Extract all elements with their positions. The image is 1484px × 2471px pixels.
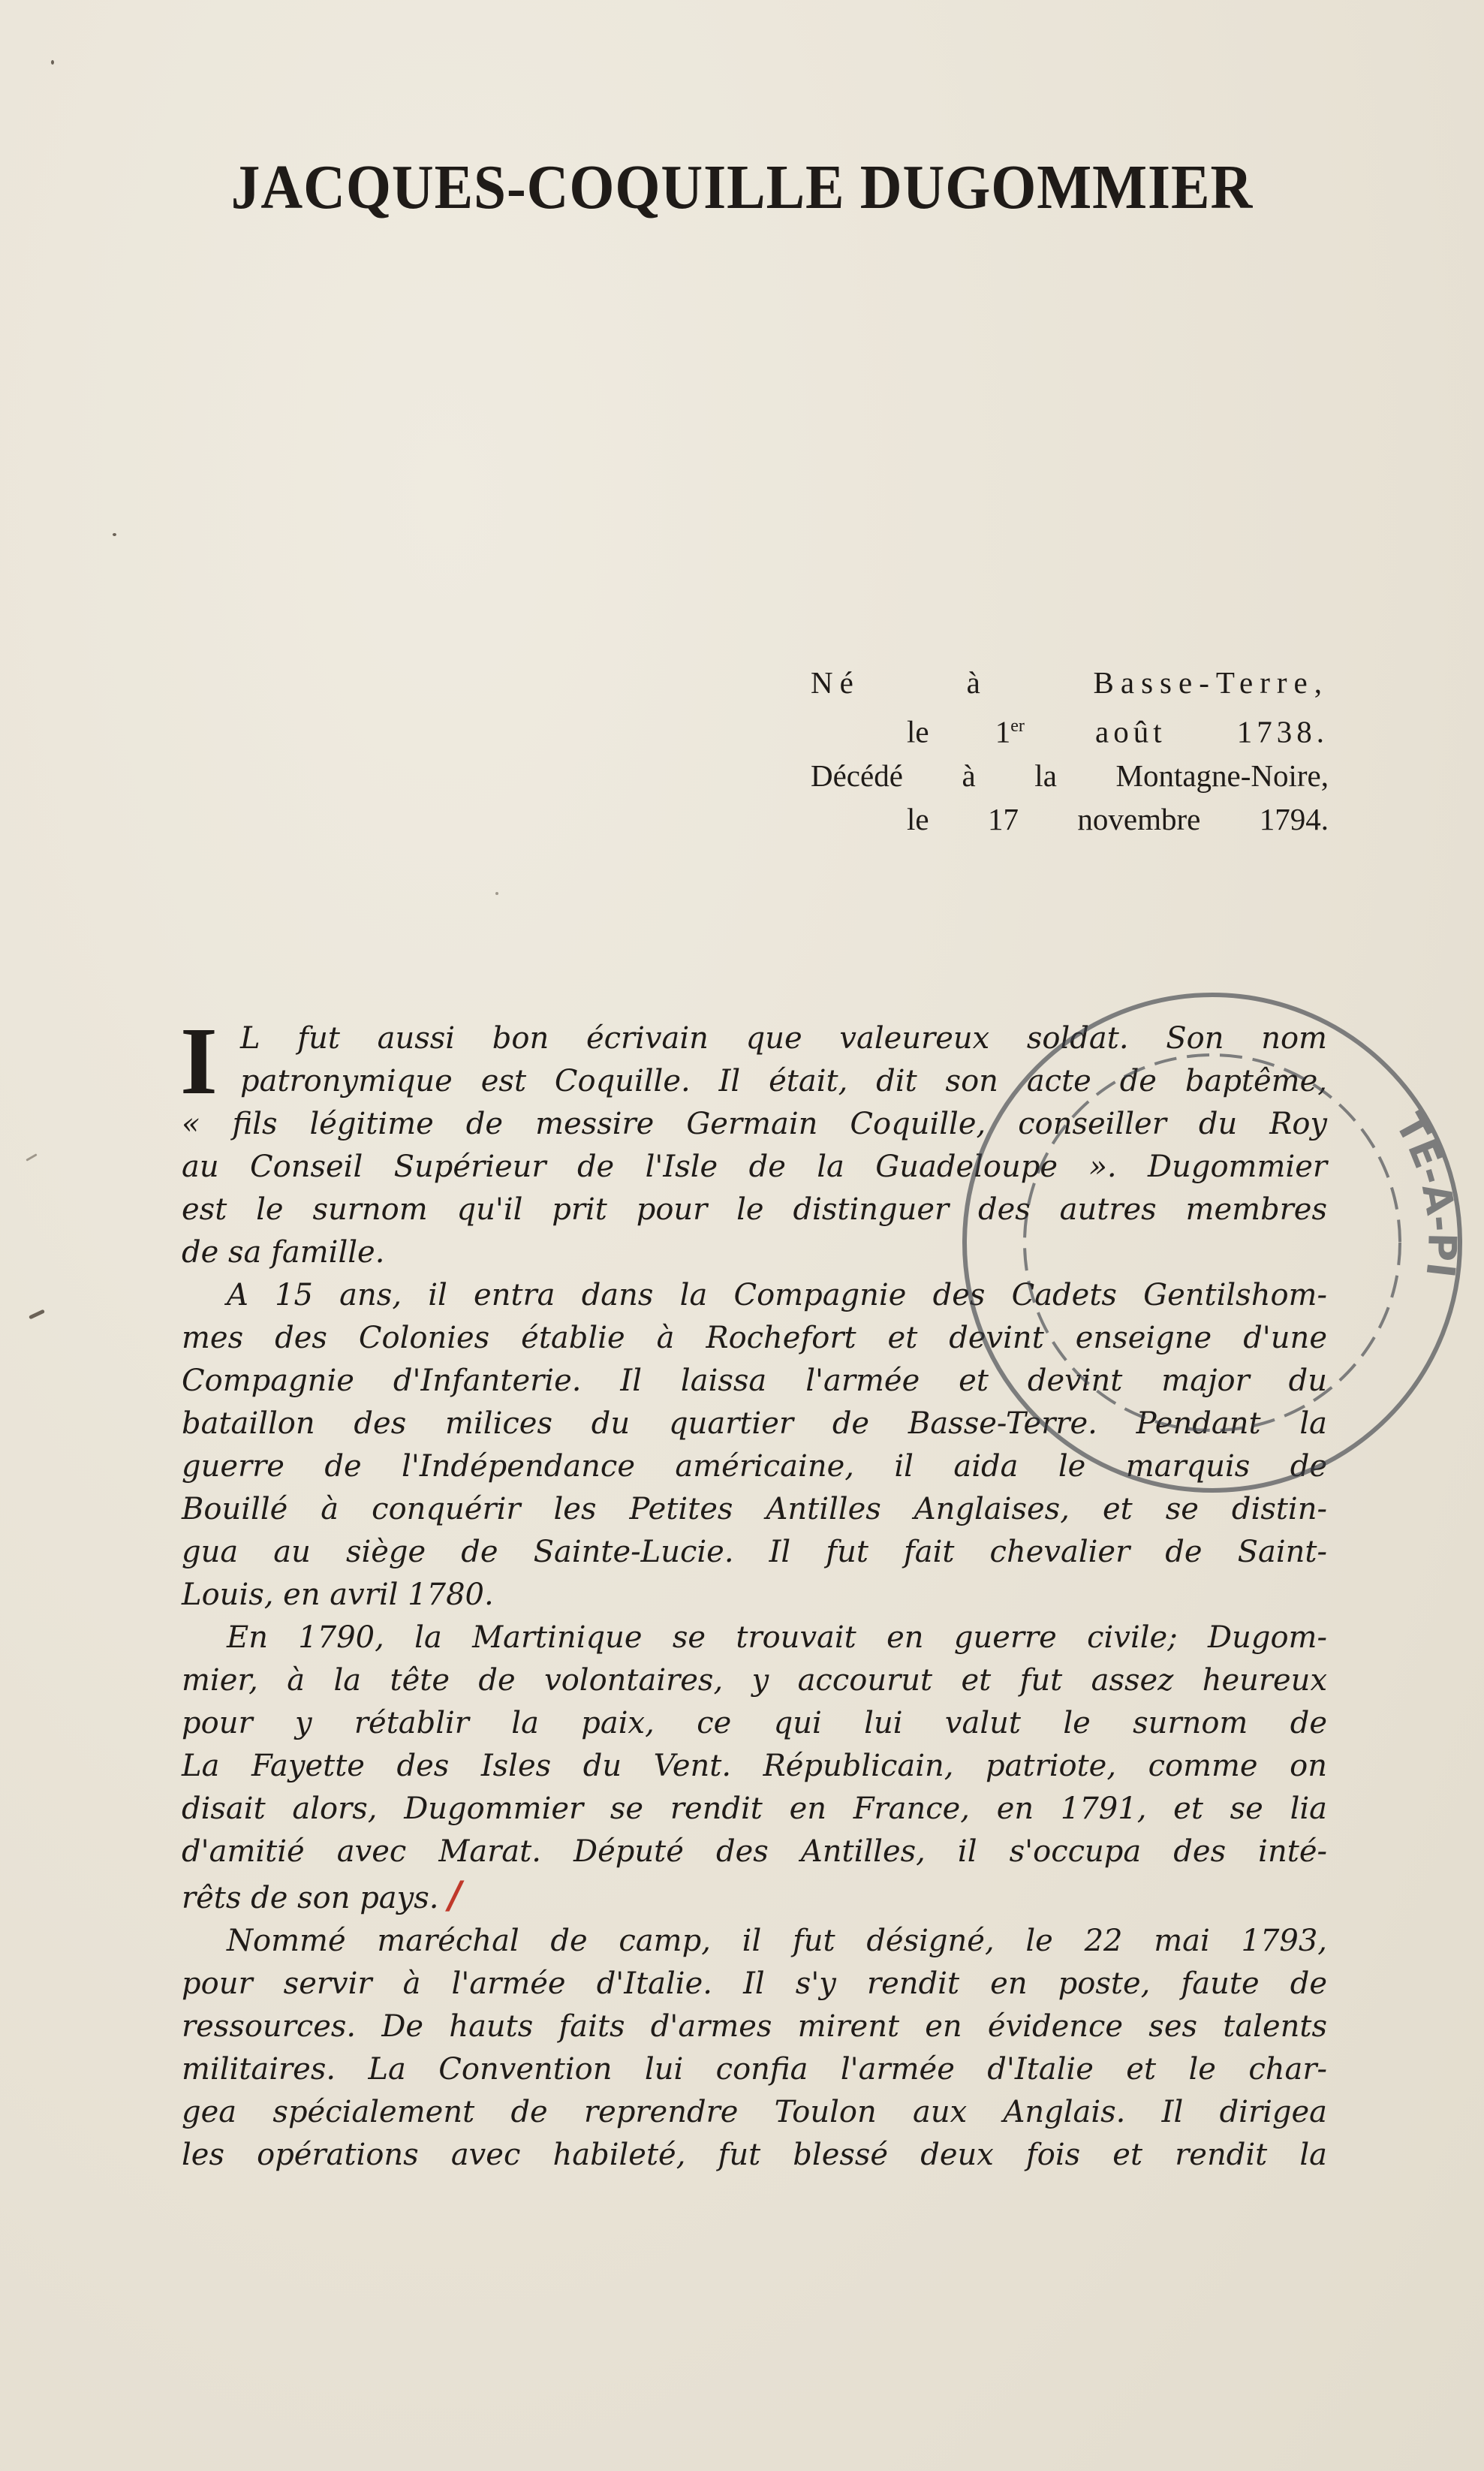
text-line: A 15 ans, il entra dans la Compagnie des Cadets Gentilshom- [227, 1278, 1327, 1312]
text-line: gua au siège de Sainte-Lucie. Il fut fait chevalier de Saint- [182, 1535, 1327, 1569]
text-line: La Fayette des Isles du Vent. Républicain, patriote, comme on [182, 1749, 1327, 1783]
text-line: L fut aussi bon écrivain que valeureux soldat. Son nom [240, 1021, 1327, 1056]
text-line: disait alors, Dugommier se rendit en France, en 1791, et se lia [182, 1791, 1327, 1826]
birth-date-line [788, 704, 1329, 754]
text-line: patronymique est Coquille. Il était, dit son acte de baptême, [240, 1064, 1327, 1098]
birth-date-suffix: août 1738. [1024, 714, 1329, 749]
text-line: les opérations avec habileté, fut blessé deux fois et rendit la [182, 2138, 1327, 2172]
paper-speck [113, 533, 116, 536]
article-body [180, 1008, 1327, 2177]
red-pencil-mark: / [444, 1873, 466, 1917]
text-line: d'amitié avec Marat. Député des Antilles, il s'occupa des inté- [182, 1834, 1327, 1869]
text-line: Nommé maréchal de camp, il fut désigné, le 22 mai 1793, [227, 1924, 1327, 1958]
text-line: mier, à la tête de volontaires, y accourut et fut assez heureux [182, 1663, 1327, 1698]
paragraph-1 [180, 1008, 1327, 1274]
paper-speck [29, 1309, 45, 1320]
text-line: militaires. La Convention lui confia l'armée d'Italie et le char- [182, 2052, 1327, 2087]
birth-date-prefix: le 1 [907, 714, 1011, 749]
text-line: mes des Colonies établie à Rochefort et devint enseigne d'une [182, 1321, 1327, 1355]
text-line: « fils légitime de messire Germain Coquille, conseiller du Roy [182, 1107, 1327, 1141]
page-title: JACQUES-COQUILLE DUGOMMIER [230, 152, 1254, 222]
text-line: pour y rétablir la paix, ce qui lui valut le surnom de [182, 1706, 1327, 1740]
text-line: de sa famille. [182, 1235, 385, 1270]
text-line: pour servir à l'armée d'Italie. Il s'y rendit en poste, faute de [182, 1966, 1327, 2001]
paragraph-2 [182, 1274, 1327, 1617]
text-line: guerre de l'Indépendance américaine, il aida le marquis de [182, 1449, 1327, 1484]
text-line: est le surnom qu'il prit pour le distinguer des autres membres [182, 1192, 1327, 1227]
drop-cap: I [180, 1008, 218, 1114]
birth-place-line: Né à Basse-Terre, [811, 665, 1329, 700]
text-line: bataillon des milices du quartier de Basse-Terre. Pendant la [182, 1406, 1327, 1441]
paragraph-3 [182, 1617, 1327, 1920]
death-place-line: Décédé à la Montagne-Noire, [811, 758, 1329, 793]
text-line: au Conseil Supérieur de l'Isle de la Guadeloupe ». Dugommier [182, 1150, 1327, 1184]
paragraph-4 [182, 1920, 1327, 2177]
text-line: gea spécialement de reprendre Toulon aux Anglais. Il dirigea [182, 2095, 1327, 2129]
text-line-content: rêts de son pays. [182, 1881, 439, 1915]
paper-speck [26, 1153, 37, 1162]
paper-speck [51, 60, 54, 65]
text-line: Compagnie d'Infanterie. Il laissa l'armée et devint major du [182, 1364, 1327, 1398]
text-line: Bouillé à conquérir les Petites Antilles Anglaises, et se distin- [182, 1492, 1327, 1526]
epigraph [788, 661, 1329, 841]
text-line [182, 1873, 1327, 1920]
text-line: En 1790, la Martinique se trouvait en guerre civile; Dugom- [227, 1620, 1327, 1655]
text-line: Louis, en avril 1780. [182, 1578, 494, 1612]
death-date-line: le 17 novembre 1794. [907, 801, 1329, 836]
stamp-arc-text: TE-A-PI [1386, 1105, 1464, 1280]
paper-speck [495, 892, 498, 895]
ordinal-sup: er [1010, 716, 1025, 736]
stamp-text [1386, 1106, 1464, 1280]
text-line: ressources. De hauts faits d'armes mirent en évidence ses talents [182, 2009, 1327, 2044]
